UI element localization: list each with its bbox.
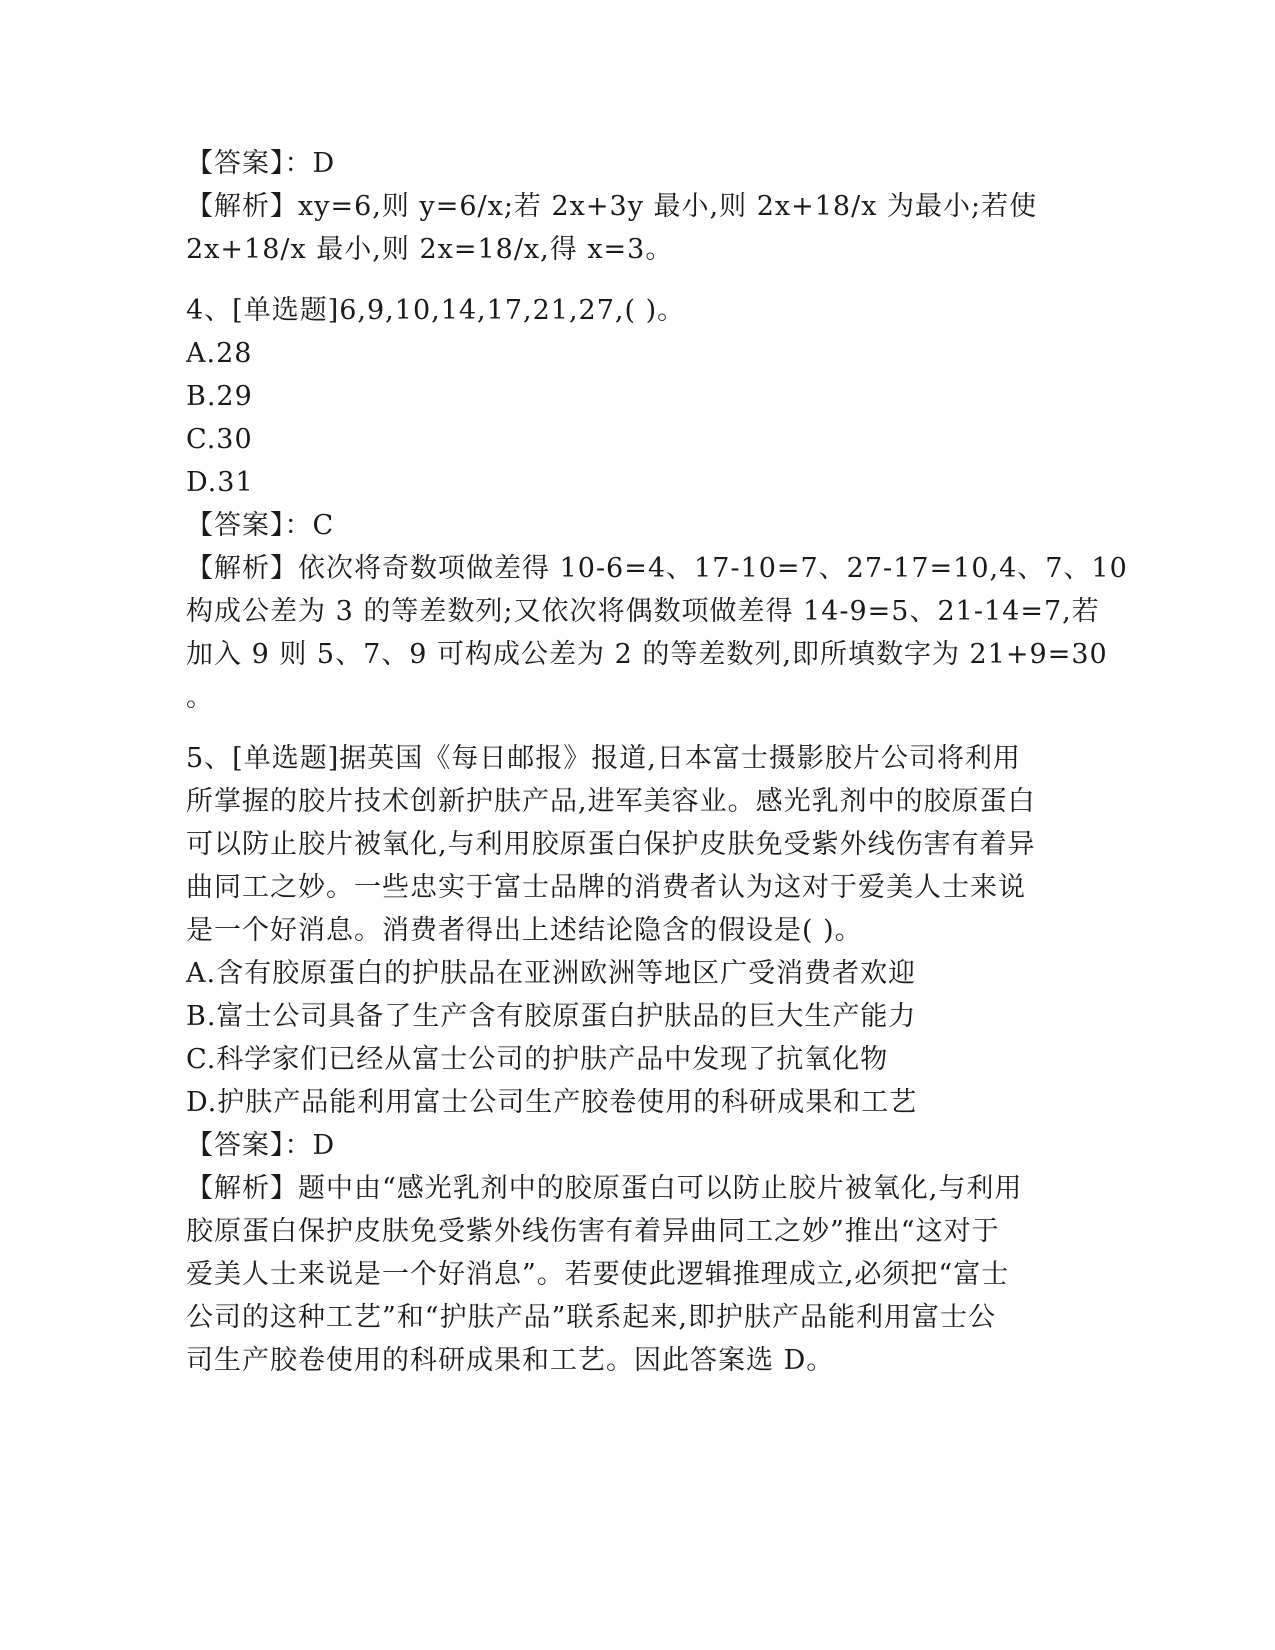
explanation-line: 构成公差为 3 的等差数列;又依次将偶数项做差得 14-9=5、21-14=7,若 <box>186 596 1100 627</box>
explanation-line: 【解析】依次将奇数项做差得 10-6=4、17-10=7、27-17=10,4、7、10 <box>186 553 1128 584</box>
explanation-line: 司生产胶卷使用的科研成果和工艺。因此答案选 D。 <box>186 1345 835 1376</box>
explanation-line: 。 <box>186 682 214 713</box>
option-b: B.29 <box>186 381 253 412</box>
question-3-tail <box>186 142 1086 271</box>
question-stem: 4、[单选题]6,9,10,14,17,21,27,( )。 <box>186 295 686 326</box>
question-stem-line: 曲同工之妙。一些忠实于富士品牌的消费者认为这对于爱美人士来说 <box>186 872 1026 903</box>
answer-line: 【答案】：D <box>186 148 336 179</box>
question-stem-line: 是一个好消息。消费者得出上述结论隐含的假设是( )。 <box>186 915 863 946</box>
option-d: D.31 <box>186 467 254 498</box>
option-c: C.科学家们已经从富士公司的护肤产品中发现了抗氧化物 <box>186 1044 889 1075</box>
explanation-line: 2x+18/x 最小,则 2x=18/x,得 x=3。 <box>186 234 674 265</box>
explanation-line: 加入 9 则 5、7、9 可构成公差为 2 的等差数列,即所填数字为 21+9=30 <box>186 639 1108 670</box>
explanation-line: 公司的这种工艺”和“护肤产品”联系起来,即护肤产品能利用富士公 <box>186 1302 996 1333</box>
option-a: A.含有胶原蛋白的护肤品在亚洲欧洲等地区广受消费者欢迎 <box>186 958 917 989</box>
question-stem-line: 5、[单选题]据英国《每日邮报》报道,日本富士摄影胶片公司将利用 <box>186 743 1021 774</box>
question-5 <box>186 737 1086 1382</box>
question-4 <box>186 289 1128 719</box>
option-c: C.30 <box>186 424 253 455</box>
option-a: A.28 <box>186 338 253 369</box>
option-d: D.护肤产品能利用富士公司生产胶卷使用的科研成果和工艺 <box>186 1087 918 1118</box>
option-b: B.富士公司具备了生产含有胶原蛋白护肤品的巨大生产能力 <box>186 1001 917 1032</box>
explanation-line: 【解析】xy=6,则 y=6/x;若 2x+3y 最小,则 2x+18/x 为最小;若使 <box>186 191 1038 222</box>
explanation-line: 爱美人士来说是一个好消息”。若要使此逻辑推理成立,必须把“富士 <box>186 1259 1010 1290</box>
answer-line: 【答案】：C <box>186 510 335 541</box>
answer-line: 【答案】：D <box>186 1130 336 1161</box>
question-stem-line: 可以防止胶片被氧化,与利用胶原蛋白保护皮肤免受紫外线伤害有着异 <box>186 829 1036 860</box>
explanation-line: 【解析】题中由“感光乳剂中的胶原蛋白可以防止胶片被氧化,与利用 <box>186 1173 1023 1204</box>
question-stem-line: 所掌握的胶片技术创新护肤产品,进军美容业。感光乳剂中的胶原蛋白 <box>186 786 1036 817</box>
document-body <box>186 142 1128 1382</box>
explanation-line: 胶原蛋白保护皮肤免受紫外线伤害有着异曲同工之妙”推出“这对于 <box>186 1216 1000 1247</box>
